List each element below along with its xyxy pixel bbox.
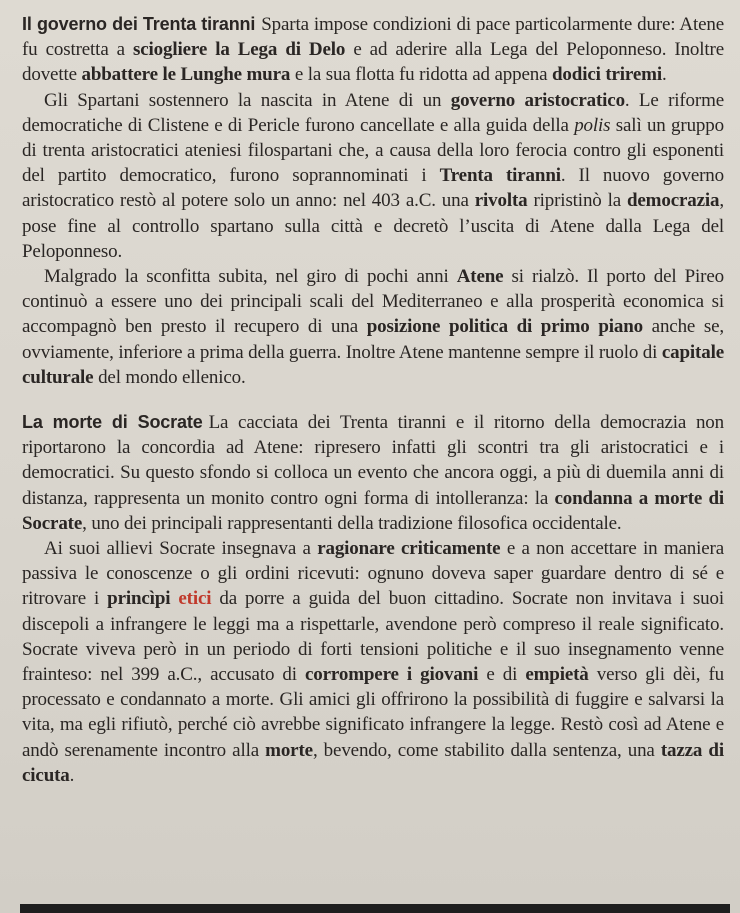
paragraph-runs <box>22 90 724 262</box>
bold-term: rivolta <box>474 190 528 212</box>
text-run: e di <box>478 664 526 686</box>
text-run: . Il nuovo governo aristocratico restò al potere solo un anno: nel 403 a.C. una <box>22 165 724 212</box>
bold-term: governo aristocratico <box>450 89 625 111</box>
text-run: del mondo ellenico. <box>93 366 246 388</box>
text-run: anche se, ovviamente, inferiore a prima della guerra. Inoltre Atene mantenne sempre il ruolo di <box>22 316 725 363</box>
text-run: e ad aderire alla Lega del Peloponneso. Inoltre dovette <box>22 39 724 86</box>
paragraph-morte-socrate-intro <box>22 410 724 536</box>
paragraph-trenta-tiranni-intro <box>22 12 724 88</box>
text-run: . <box>69 764 75 786</box>
bold-term: democrazia <box>626 190 720 212</box>
paragraph-governo-aristocratico <box>22 88 724 264</box>
text-run: , uno dei principali rappresentanti della tradizione filosofica occidentale. <box>82 512 622 534</box>
bold-term: Atene <box>456 266 504 288</box>
bold-term: morte <box>265 739 313 761</box>
bold-term: tazza di cicuta <box>22 739 724 786</box>
bold-term: corrompere i giovani <box>305 664 479 686</box>
bold-term: empietà <box>525 664 589 686</box>
bold-term: princìpi <box>107 588 171 610</box>
text-run: ripristinò la <box>527 190 627 212</box>
paragraph-ripresa-atene <box>22 264 724 390</box>
bold-term: ragionare criticamente <box>317 538 501 560</box>
paragraph-runs <box>22 266 724 388</box>
text-run: Ai suoi allievi Socrate insegnava a <box>44 538 318 560</box>
bold-term: dodici triremi <box>552 64 662 86</box>
text-run: Sparta impose condizioni di pace particolarmente dure: Atene fu costretta a <box>22 14 724 61</box>
text-run: , bevendo, come stabilito dalla sentenza, una <box>312 739 661 761</box>
bold-term: posizione politica di primo piano <box>366 316 643 338</box>
text-run: . <box>661 64 667 86</box>
bold-term: abbattere le Lunghe mura <box>81 64 291 86</box>
bold-term: condanna a morte di Socrate <box>22 487 724 534</box>
text-run: e la sua flotta fu ridotta ad appena <box>290 64 553 86</box>
bold-term: capitale culturale <box>22 341 724 388</box>
text-body <box>22 12 724 788</box>
text-run: e a non accettare in maniera passiva le conoscenze o gli ordini ricevuti: ognuno doveva saper guardare dentro di sé e ritrovare i <box>22 538 724 610</box>
section-heading-trenta-tiranni: Il governo dei Trenta tiranni <box>22 14 256 34</box>
italic-term: polis <box>574 114 611 136</box>
text-run: si rialzò. Il porto del Pireo continuò a essere uno dei principali scali del Mediterraneo e alla prosperità economica si accompagnò ben presto il recupero di una <box>22 266 724 338</box>
text-run: Malgrado la sconfitta subita, nel giro di pochi anni <box>44 266 457 288</box>
text-run: da porre a guida del buon cittadino. Socrate non invitava i suoi discepoli a infrangere le leggi ma a rispettarle, avendone però compreso il reale significato. Socrate viveva però in un periodo di forti tensioni politiche e il suo insegnamento venne frainteso: nel 399 a.C., accusato di <box>22 588 724 686</box>
paragraph-insegnamento-socrate <box>22 536 724 788</box>
text-run: salì un gruppo di trenta aristocratici ateniesi filospartani che, a causa della loro ferocia contro gli esponenti del partito democratico, furono soprannominati i <box>22 114 724 187</box>
paragraph-runs <box>22 538 724 786</box>
highlighted-term: etici <box>178 588 212 610</box>
text-run: , pose fine al controllo spartano sulla città e decretò l’uscita di Atene dalla Lega del Peloponneso. <box>22 190 724 262</box>
bold-term: sciogliere la Lega di Delo <box>133 39 346 61</box>
section-heading-morte-socrate: La morte di Socrate <box>22 412 203 433</box>
text-run: La cacciata dei Trenta tiranni e il ritorno della democrazia non riportarono la concordia ad Atene: ripresero infatti gli scontri tra gli aristocratici e i democratici. Su questo sfondo si colloca un evento che ancora oggi, a più di duemila anni di distanza, rappresenta un monito contro ogni forma di intolleranza: la <box>22 412 724 509</box>
text-run: verso gli dèi, fu processato e condannato a morte. Gli amici gli offrirono la possibilità di fuggire e salvarsi la vita, ma egli rifiutò, perché ciò avrebbe significato infrangere la legge. Restò così ad Atene e andò serenamente incontro alla <box>22 664 724 761</box>
text-run: . Le riforme democratiche di Clistene e di Pericle furono cancellate e alla guida della <box>22 89 725 136</box>
text-run: Gli Spartani sostennero la nascita in Atene di un <box>44 89 451 111</box>
bold-term: Trenta tiranni <box>439 165 561 187</box>
page-bottom-edge <box>20 904 730 913</box>
